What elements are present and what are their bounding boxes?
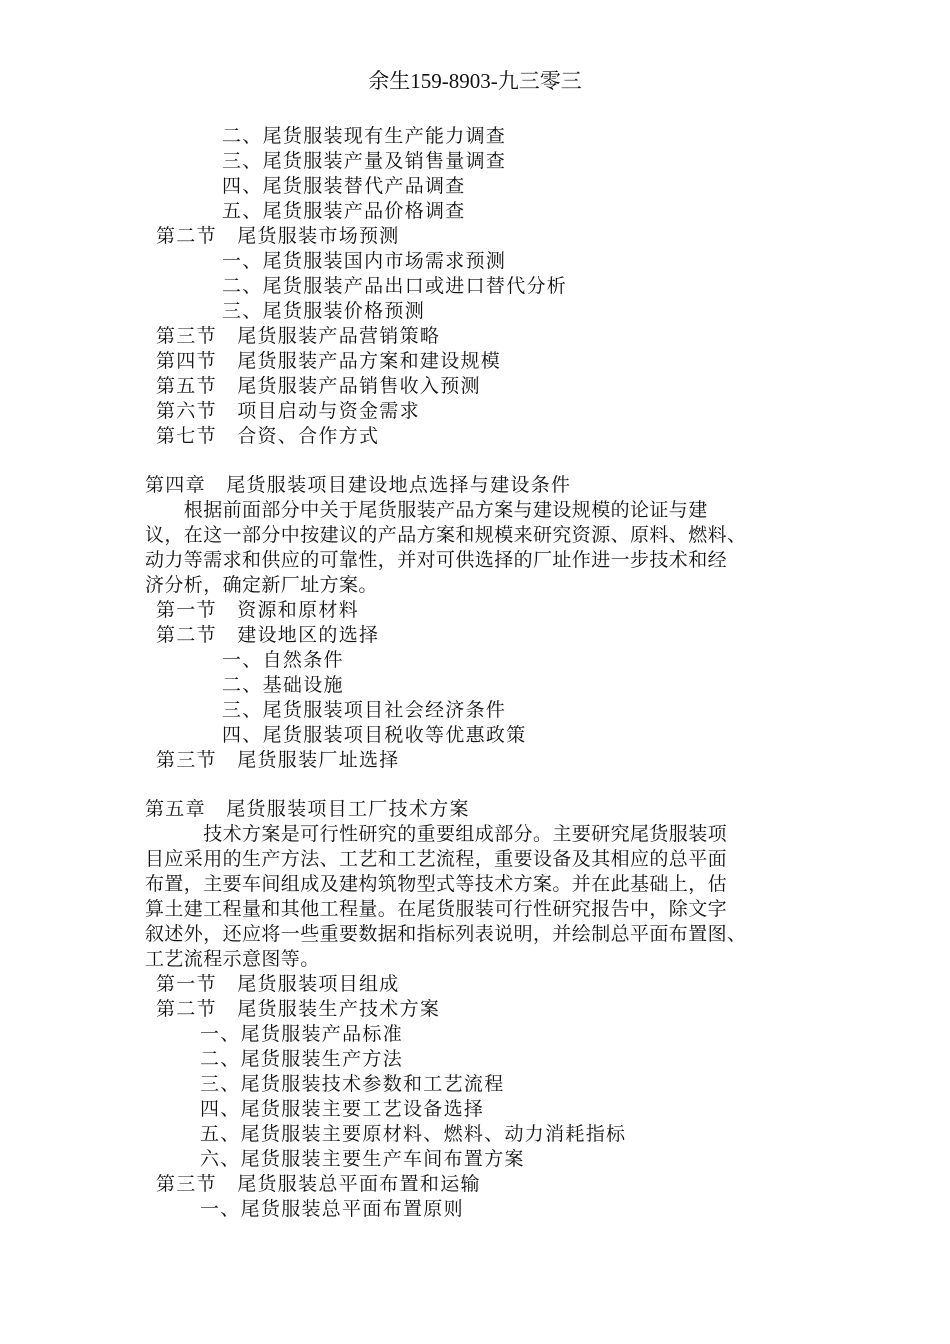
section-heading: 第二节 尾货服装生产技术方案 — [156, 998, 441, 1020]
outline-item: 五、尾货服装主要原材料、燃料、动力消耗指标 — [200, 1123, 627, 1145]
chapter-paragraph — [145, 498, 825, 598]
outline-item: 六、尾货服装主要生产车间布置方案 — [200, 1148, 525, 1170]
paragraph-line: 工艺流程示意图等。 — [145, 948, 320, 970]
section-heading: 第三节 尾货服装产品营销策略 — [156, 325, 441, 347]
outline-item: 二、尾货服装现有生产能力调查 — [222, 125, 507, 147]
chapter-title: 第四章 尾货服装项目建设地点选择与建设条件 — [145, 474, 572, 496]
section-heading: 第一节 尾货服装项目组成 — [156, 973, 400, 995]
outline-item: 三、尾货服装技术参数和工艺流程 — [200, 1073, 505, 1095]
paragraph-line: 议，在这一部分中按建议的产品方案和规模来研究资源、原料、燃料、 — [145, 524, 747, 546]
section-heading: 第二节 建设地区的选择 — [156, 624, 380, 646]
section-heading: 第七节 合资、合作方式 — [156, 425, 380, 447]
outline-item: 四、尾货服装项目税收等优惠政策 — [222, 724, 527, 746]
page-header: 余生159-8903-九三零三 — [368, 69, 582, 93]
section-heading: 第二节 尾货服装市场预测 — [156, 225, 400, 247]
paragraph-line: 技术方案是可行性研究的重要组成部分。主要研究尾货服装项 — [145, 823, 728, 845]
outline-item: 三、尾货服装价格预测 — [222, 300, 426, 322]
outline-item: 一、自然条件 — [222, 649, 344, 671]
outline-item: 一、尾货服装总平面布置原则 — [200, 1198, 464, 1220]
paragraph-line: 目应采用的生产方法、工艺和工艺流程，重要设备及其相应的总平面 — [145, 848, 728, 870]
outline-item: 五、尾货服装产品价格调查 — [222, 200, 466, 222]
outline-item: 四、尾货服装主要工艺设备选择 — [200, 1098, 485, 1120]
outline-item: 三、尾货服装项目社会经济条件 — [222, 699, 507, 721]
outline-item: 一、尾货服装产品标准 — [200, 1023, 404, 1045]
outline-item: 三、尾货服装产量及销售量调查 — [222, 150, 507, 172]
section-heading: 第一节 资源和原材料 — [156, 599, 360, 621]
section-heading: 第三节 尾货服装总平面布置和运输 — [156, 1173, 481, 1195]
section-heading: 第四节 尾货服装产品方案和建设规模 — [156, 350, 502, 372]
outline-item: 四、尾货服装替代产品调查 — [222, 175, 466, 197]
chapter-title: 第五章 尾货服装项目工厂技术方案 — [145, 798, 470, 820]
paragraph-line: 算土建工程量和其他工程量。在尾货服装可行性研究报告中，除文字 — [145, 898, 728, 920]
paragraph-line: 布置，主要车间组成及建构筑物型式等技术方案。并在此基础上，估 — [145, 873, 728, 895]
paragraph-line: 根据前面部分中关于尾货服装产品方案与建设规模的论证与建 — [145, 499, 708, 521]
section-heading: 第五节 尾货服装产品销售收入预测 — [156, 375, 481, 397]
chapter-paragraph — [145, 822, 825, 972]
paragraph-line: 动力等需求和供应的可靠性，并对可供选择的厂址作进一步技术和经 — [145, 549, 728, 571]
paragraph-line: 叙述外，还应将一些重要数据和指标列表说明，并绘制总平面布置图、 — [145, 923, 747, 945]
section-heading: 第三节 尾货服装厂址选择 — [156, 749, 400, 771]
outline-item: 二、基础设施 — [222, 674, 344, 696]
section-heading: 第六节 项目启动与资金需求 — [156, 400, 420, 422]
outline-item: 二、尾货服装产品出口或进口替代分析 — [222, 275, 568, 297]
outline-item: 二、尾货服装生产方法 — [200, 1048, 404, 1070]
outline-item: 一、尾货服装国内市场需求预测 — [222, 250, 507, 272]
paragraph-line: 济分析，确定新厂址方案。 — [145, 574, 378, 596]
